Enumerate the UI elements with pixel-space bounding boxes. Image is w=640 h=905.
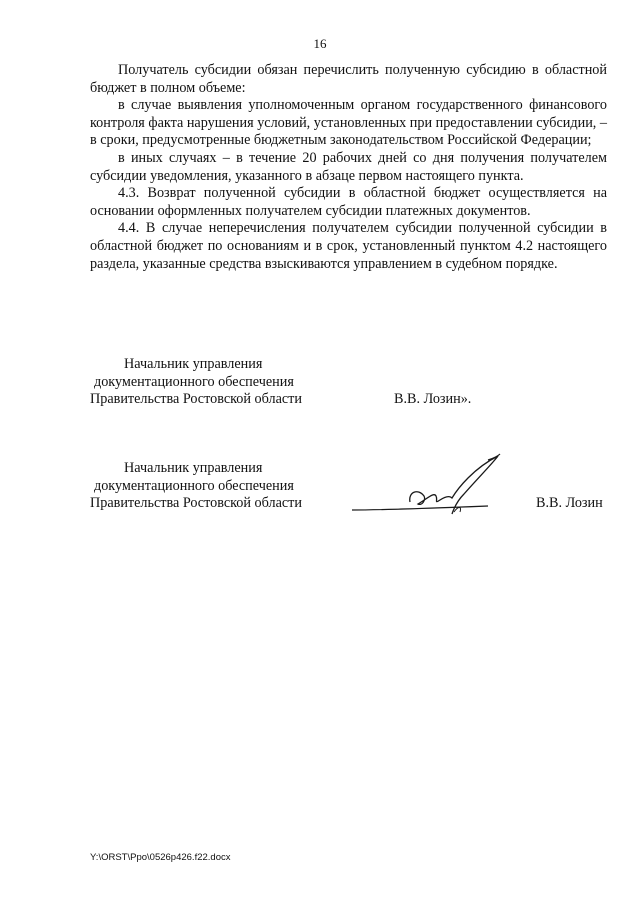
signature-block-1	[90, 356, 302, 409]
paragraph: 4.4. В случае неперечисления получателем субсидии полученной субсидии в областной бюджет по основаниям и в срок, установленный пунктом 4.2 настоящего раздела, указанные средства взыскиваются управлением в судебном порядке.	[90, 220, 607, 272]
signer-title-line: Начальник управления	[124, 356, 263, 372]
document-body	[90, 62, 607, 273]
signature-block-2	[90, 460, 302, 513]
signer-title-line: документационного обеспечения	[94, 477, 294, 494]
paragraph: в случае выявления уполномоченным органом государственного финансового контроля факта нарушения условий, установленных при предоставлении субсидии, – в сроки, предусмотренные бюджетным законодательством Российской Федерации;	[90, 97, 607, 149]
signer-title-line: Начальник управления	[124, 460, 263, 476]
handwritten-signature	[348, 452, 508, 522]
paragraph: 4.3. Возврат полученной субсидии в областной бюджет осуществляется на основании оформленных получателем субсидии платежных документов.	[90, 185, 607, 219]
paragraph: Получатель субсидии обязан перечислить полученную субсидию в областной бюджет в полном объеме:	[90, 62, 607, 96]
signer-title-line: документационного обеспечения	[94, 373, 294, 390]
signer-title-line: Правительства Ростовской области	[90, 495, 302, 512]
signer-name: В.В. Лозин».	[394, 391, 472, 407]
signer-name: В.В. Лозин	[536, 495, 603, 511]
signer-title-line: Правительства Ростовской области	[90, 391, 302, 408]
paragraph: в иных случаях – в течение 20 рабочих дней со дня получения получателем субсидии уведомления, указанного в абзаце первом настоящего пункта.	[90, 149, 607, 184]
page-number: 16	[313, 36, 327, 51]
file-path-footer: Y:\ORST\Ppo\0526p426.f22.docx	[90, 852, 231, 863]
